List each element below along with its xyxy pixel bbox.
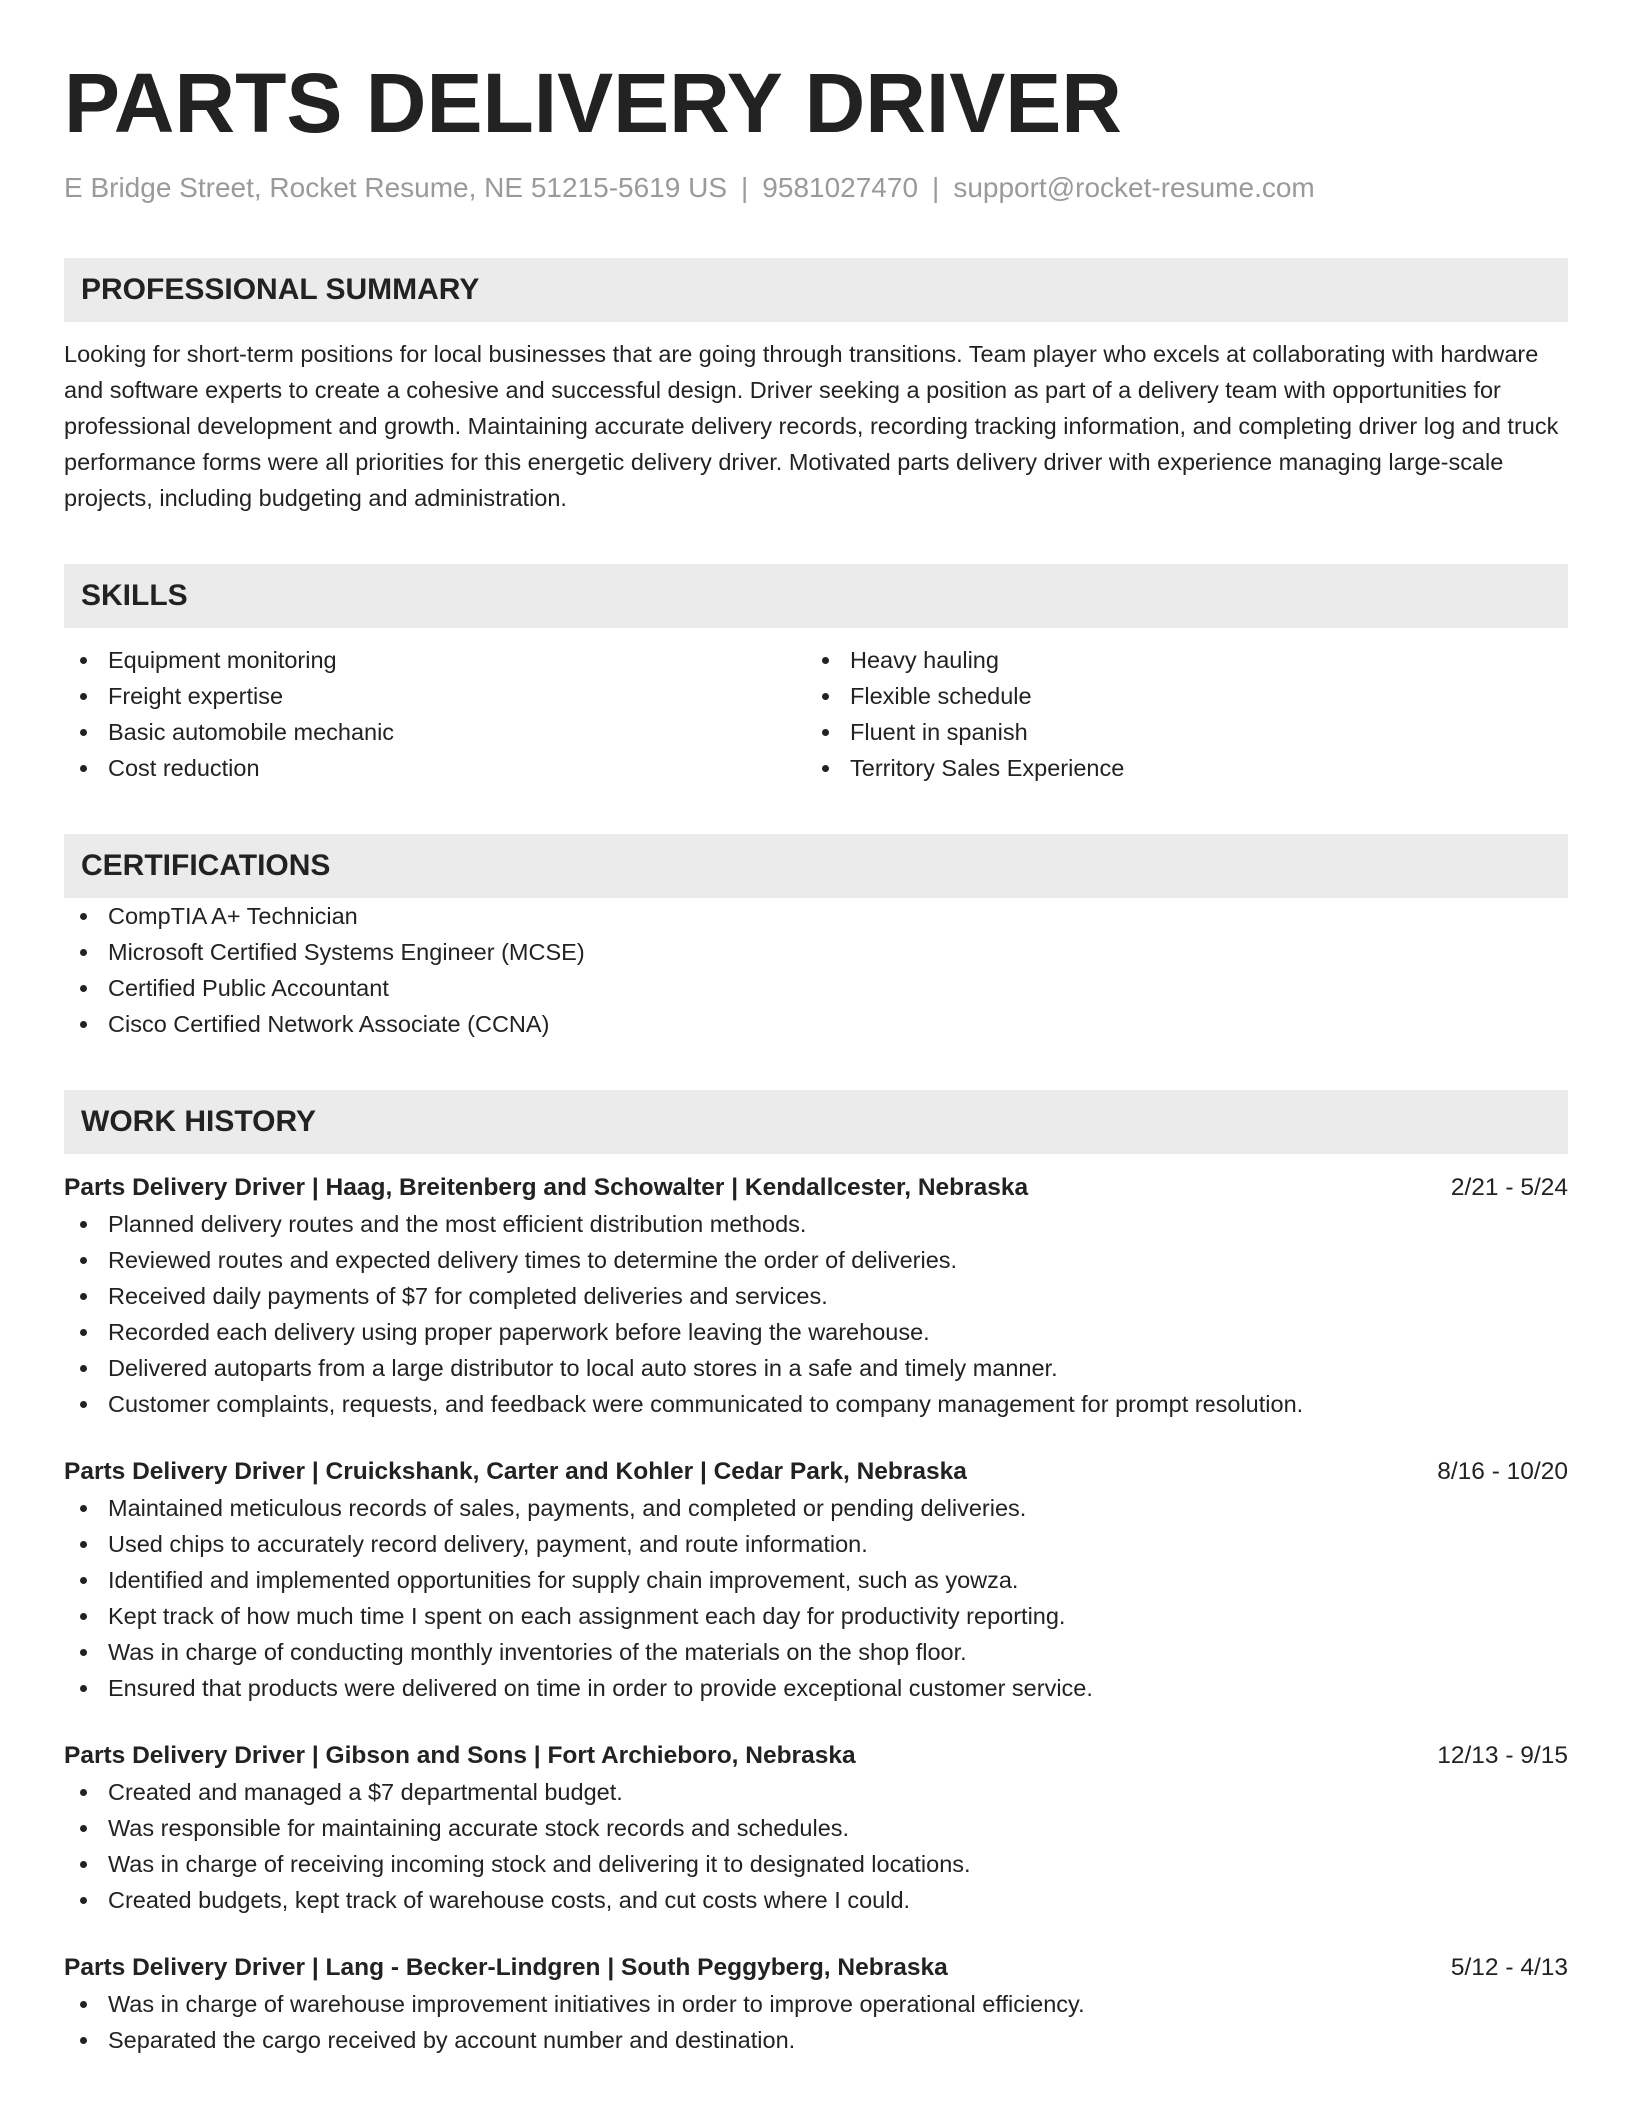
job-bullet: Separated the cargo received by account number and destination. [64,2022,1568,2058]
section-header-skills: SKILLS [64,564,1568,628]
job-dates: 12/13 - 9/15 [1437,1742,1568,1769]
job-dates: 2/21 - 5/24 [1450,1174,1568,1201]
job-bullet: Used chips to accurately record delivery, payment, and route information. [64,1526,1568,1562]
job-bullet: Created and managed a $7 departmental budget. [64,1774,1568,1810]
job-bullets [64,1774,1568,1918]
job-bullet: Customer complaints, requests, and feedback were communicated to company management for prompt resolution. [64,1386,1568,1422]
section-header-summary: PROFESSIONAL SUMMARY [64,258,1568,322]
skill-item: Basic automobile mechanic [64,714,806,750]
contact-line [64,168,1568,208]
skills-list-left [64,642,806,786]
job-bullet: Kept track of how much time I spent on each assignment each day for productivity reporting. [64,1598,1568,1634]
job-dates: 5/12 - 4/13 [1450,1954,1568,1981]
job-header [64,1170,1568,1206]
job-title: Parts Delivery Driver | Cruickshank, Carter and Kohler | Cedar Park, Nebraska [64,1458,967,1485]
contact-address: E Bridge Street, Rocket Resume, NE 51215-5619 US [64,172,728,203]
resume-page [64,48,1568,2058]
job-bullet: Was in charge of receiving incoming stock and delivering it to designated locations. [64,1846,1568,1882]
certifications-list [64,898,1568,1042]
job-bullet: Recorded each delivery using proper paperwork before leaving the warehouse. [64,1314,1568,1350]
contact-separator: | [932,172,940,203]
contact-phone: 9581027470 [762,172,919,203]
job-bullet: Ensured that products were delivered on time in order to provide exceptional customer service. [64,1670,1568,1706]
skill-item: Heavy hauling [806,642,1548,678]
job-header [64,1454,1568,1490]
job-entry [64,1454,1568,1706]
job-bullet: Created budgets, kept track of warehouse costs, and cut costs where I could. [64,1882,1568,1918]
skill-item: Freight expertise [64,678,806,714]
job-header [64,1738,1568,1774]
summary-text: Looking for short-term positions for local businesses that are going through transitions. Team player who excels at collaborating with hardware and software experts to create a cohesive and successful design. Driver seeking a position as part of a delivery team with opportunities for professional development and growth. Maintaining accurate delivery records, recording tracking information, and completing driver log and truck performance forms were all priorities for this energetic delivery driver. Motivated parts delivery driver with experience managing large-scale projects, including budgeting and administration. [64,341,1559,511]
job-bullet: Was responsible for maintaining accurate stock records and schedules. [64,1810,1568,1846]
certification-item: CompTIA A+ Technician [64,898,1568,934]
skill-item: Cost reduction [64,750,806,786]
job-bullet: Planned delivery routes and the most efficient distribution methods. [64,1206,1568,1242]
job-entry [64,1738,1568,1918]
job-bullets [64,1490,1568,1706]
contact-separator: | [741,172,749,203]
certification-item: Microsoft Certified Systems Engineer (MCSE) [64,934,1568,970]
job-title: Parts Delivery Driver | Lang - Becker-Lindgren | South Peggyberg, Nebraska [64,1954,948,1981]
job-header [64,1950,1568,1986]
job-bullet: Delivered autoparts from a large distributor to local auto stores in a safe and timely manner. [64,1350,1568,1386]
skill-item: Equipment monitoring [64,642,806,678]
job-title: Parts Delivery Driver | Gibson and Sons | Fort Archieboro, Nebraska [64,1742,856,1769]
job-bullet: Maintained meticulous records of sales, payments, and completed or pending deliveries. [64,1490,1568,1526]
skill-item: Fluent in spanish [806,714,1548,750]
job-entry [64,1950,1568,2058]
job-bullets [64,1206,1568,1422]
job-bullet: Reviewed routes and expected delivery times to determine the order of deliveries. [64,1242,1568,1278]
job-title: Parts Delivery Driver | Haag, Breitenberg and Schowalter | Kendallcester, Nebraska [64,1174,1029,1201]
job-dates: 8/16 - 10/20 [1437,1458,1568,1485]
certification-item: Certified Public Accountant [64,970,1568,1006]
job-bullet: Was in charge of warehouse improvement initiatives in order to improve operational efficiency. [64,1986,1568,2022]
resume-name: PARTS DELIVERY DRIVER [64,56,1122,150]
job-bullets [64,1986,1568,2058]
job-bullet: Received daily payments of $7 for completed deliveries and services. [64,1278,1568,1314]
job-bullet: Identified and implemented opportunities for supply chain improvement, such as yowza. [64,1562,1568,1598]
skills-list-right [806,642,1548,786]
job-bullet: Was in charge of conducting monthly inventories of the materials on the shop floor. [64,1634,1568,1670]
skills-grid [64,642,1568,786]
section-header-work-history: WORK HISTORY [64,1090,1568,1154]
section-header-certifications: CERTIFICATIONS [64,834,1568,898]
skill-item: Territory Sales Experience [806,750,1548,786]
contact-email: support@rocket-resume.com [953,172,1315,203]
certification-item: Cisco Certified Network Associate (CCNA) [64,1006,1568,1042]
job-entry [64,1170,1568,1422]
skill-item: Flexible schedule [806,678,1548,714]
